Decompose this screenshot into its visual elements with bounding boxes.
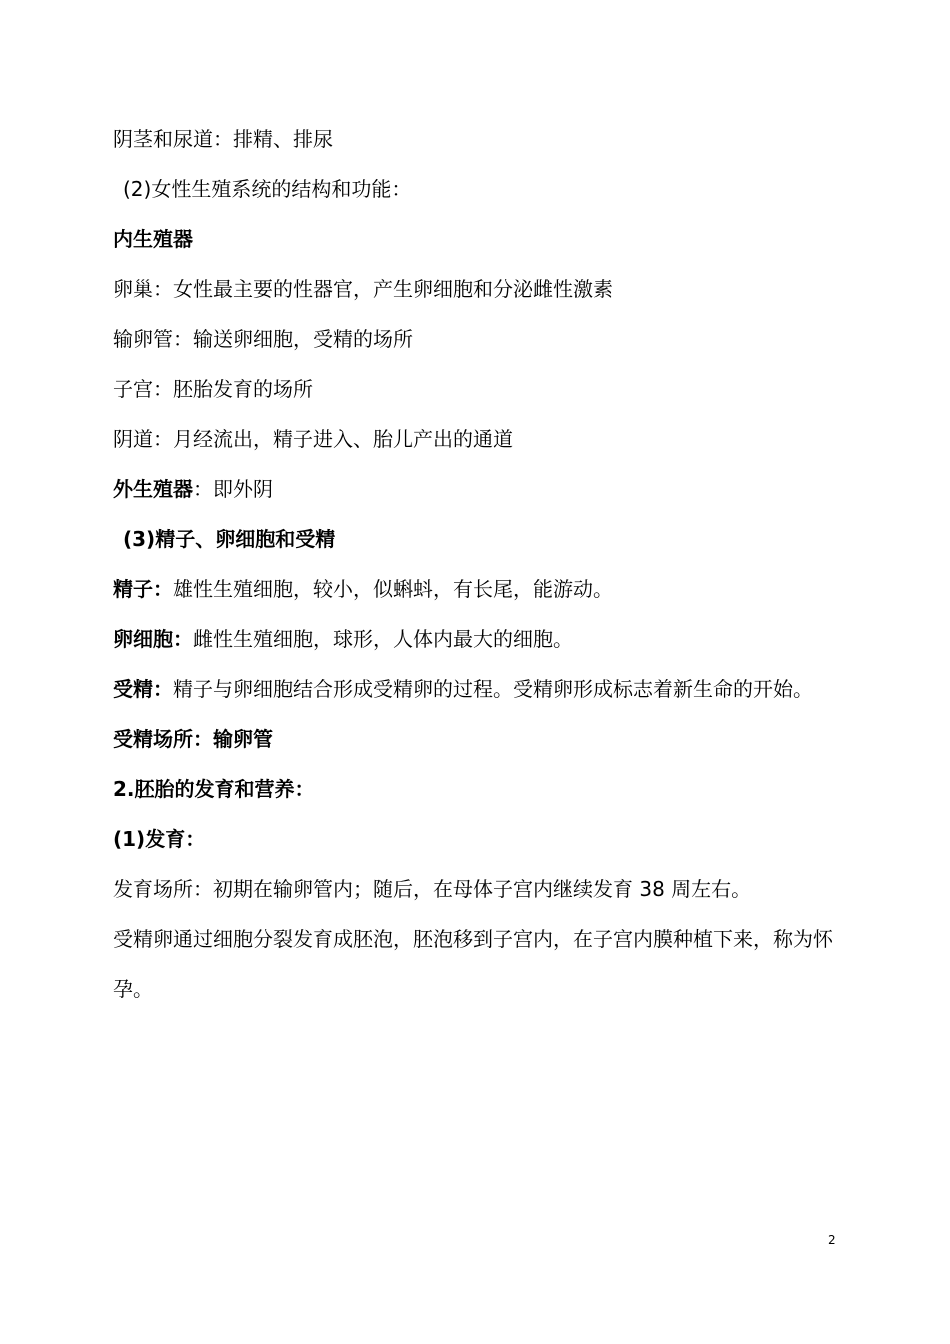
text-line-egg-cell — [113, 614, 843, 664]
line-text: 精子与卵细胞结合形成受精卵的过程。受精卵形成标志着新生命的开始。 — [173, 677, 813, 701]
line-text: 受精卵通过细胞分裂发育成胚泡，胚泡移到子宫内，在子宫内膜种植下来，称为怀孕。 — [113, 927, 833, 1001]
text-line-sperm — [113, 564, 843, 614]
section-heading-embryo — [113, 764, 843, 814]
subheading-development — [113, 814, 843, 864]
line-text: 阴茎和尿道：排精、排尿 — [113, 127, 333, 151]
text-line-vagina — [113, 414, 843, 464]
term-label: 卵细胞： — [113, 627, 193, 651]
text-line-fertilization — [113, 664, 843, 714]
text-line-oviduct — [113, 314, 843, 364]
text-line-ovary — [113, 264, 843, 314]
text-line-uterus — [113, 364, 843, 414]
line-text: 输卵管：输送卵细胞，受精的场所 — [113, 327, 413, 351]
subheading-internal-organs — [113, 214, 843, 264]
line-text: 雌性生殖细胞，球形，人体内最大的细胞。 — [193, 627, 573, 651]
line-text: (2)女性生殖系统的结构和功能： — [123, 177, 412, 201]
line-text: 子宫：胚胎发育的场所 — [113, 377, 313, 401]
line-text: 雄性生殖细胞，较小，似蝌蚪，有长尾，能游动。 — [173, 577, 613, 601]
line-text: (1)发育： — [113, 827, 206, 851]
line-text: 2.胚胎的发育和营养： — [113, 777, 315, 801]
line-text: ：即外阴 — [193, 477, 273, 501]
text-line-pregnancy — [113, 914, 843, 1014]
line-text: (3)精子、卵细胞和受精 — [123, 527, 336, 551]
text-line-fertilization-site — [113, 714, 843, 764]
text-line-male-organs — [113, 114, 843, 164]
section-heading-female-system — [113, 164, 843, 214]
text-line-external-organs — [113, 464, 843, 514]
line-text: 阴道：月经流出，精子进入、胎儿产出的通道 — [113, 427, 513, 451]
term-label: 精子： — [113, 577, 173, 601]
line-text: 内生殖器 — [113, 227, 193, 251]
line-text: 输卵管 — [213, 727, 273, 751]
section-heading-sperm-egg — [113, 514, 843, 564]
term-label: 受精： — [113, 677, 173, 701]
line-text: 卵巢：女性最主要的性器官，产生卵细胞和分泌雌性激素 — [113, 277, 613, 301]
term-label: 受精场所： — [113, 727, 213, 751]
text-line-development-site — [113, 864, 843, 914]
line-text: 发育场所：初期在输卵管内；随后，在母体子宫内继续发育 38 周左右。 — [113, 877, 752, 901]
term-label: 外生殖器 — [113, 477, 193, 501]
page-number: 2 — [828, 1233, 836, 1247]
document-body — [113, 114, 843, 1014]
